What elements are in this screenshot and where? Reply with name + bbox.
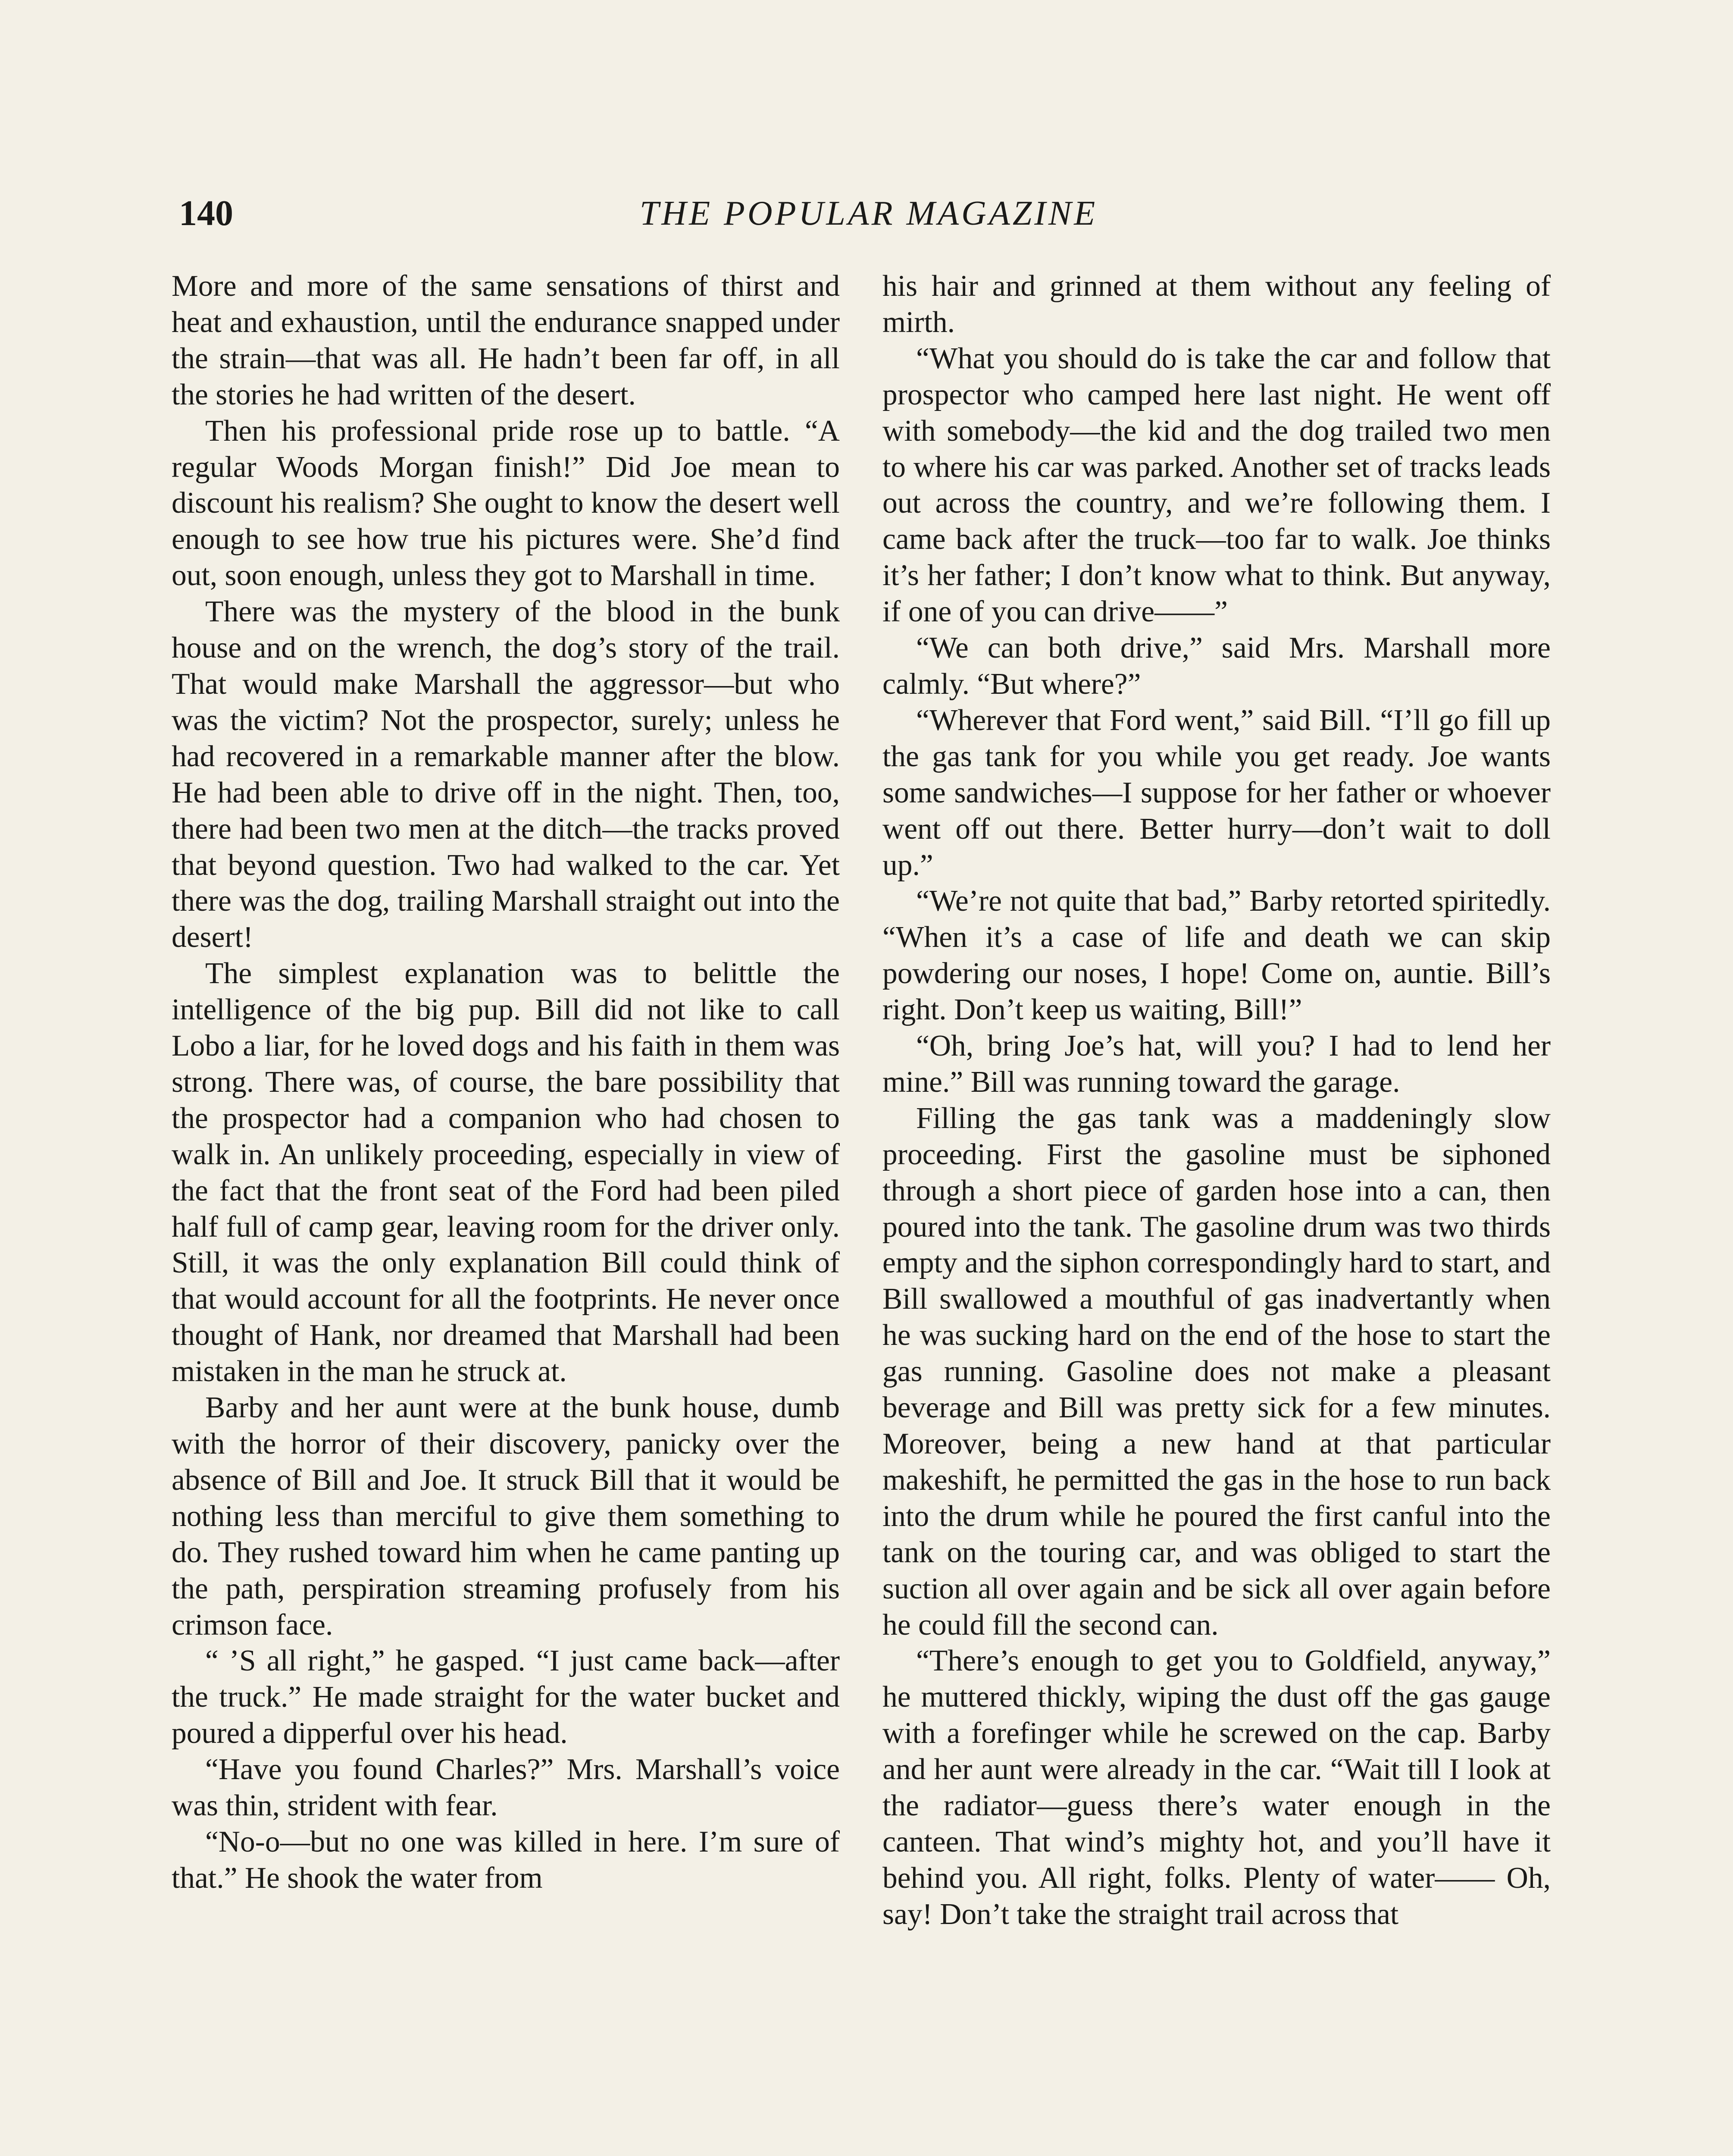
page-number: 140 (179, 193, 233, 233)
paragraph: “Wherever that Ford went,” said Bill. “I’ll go fill up the gas tank for you while you get ready. Joe wants some sandwiches—I suppose for her father or whoever went off out there. Better hurry—don’t wait to doll up.” (882, 703, 1551, 882)
paragraph: “We can both drive,” said Mrs. Marshall more calmly. “But where?” (882, 631, 1551, 701)
paragraph: There was the mystery of the blood in the bunk house and on the wrench, the dog’s story of the trail. That would make Marshall the aggressor—but who was the victim? Not the prospector, surely; unless he had recovered in a remarkable manner after the blow. He had been able to drive off in the night. Then, too, there had been two men at the ditch—the tracks proved that beyond question. Two had walked to the car. Yet there was the dog, trailing Marshall straight out into the desert! (172, 595, 840, 954)
paragraph: Barby and her aunt were at the bunk house, dumb with the horror of their discovery, panicky over the absence of Bill and Joe. It struck Bill that it would be nothing less than merciful to give them something to do. They rushed toward him when he came panting up the path, perspiration streaming profusely from his crimson face. (172, 1391, 840, 1642)
page-header (179, 185, 1558, 241)
paragraph: “What you should do is take the car and follow that prospector who camped here last night. He went off with somebody—the kid and the dog trailed two men to where his car was parked. Another set of tracks leads out across the country, and we’re following them. I came back after the truck—too far to walk. Joe thinks it’s her father; I don’t know what to think. But anyway, if one of you can drive——” (882, 342, 1551, 629)
paragraph-continuation: his hair and grinned at them without any feeling of mirth. (882, 270, 1551, 339)
paragraph: “Have you found Charles?” Mrs. Marshall’s voice was thin, strident with fear. (172, 1753, 840, 1823)
paragraph: Then his professional pride rose up to battle. “A regular Woods Morgan finish!” Did Joe mean to discount his realism? She ought to know the desert well enough to see how true his pictures were. She’d find out, soon enough, unless they got to Marshall in time. (172, 414, 840, 592)
paragraph: “No-o—but no one was killed in here. I’m sure of that.” He shook the water from (172, 1825, 840, 1895)
right-column (882, 268, 1551, 1933)
paragraph: “Oh, bring Joe’s hat, will you? I had to lend her mine.” Bill was running toward the garage. (882, 1029, 1551, 1099)
paragraph: “We’re not quite that bad,” Barby retorted spiritedly. “When it’s a case of life and death we can skip powdering our noses, I hope! Come on, auntie. Bill’s right. Don’t keep us waiting, Bill!” (882, 884, 1551, 1027)
paragraph: “ ’S all right,” he gasped. “I just came back—after the truck.” He made straight for the water bucket and poured a dipperful over his head. (172, 1644, 840, 1750)
paragraph: “There’s enough to get you to Goldfield, anyway,” he muttered thickly, wiping the dust off the gas gauge with a forefinger while he screwed on the cap. Barby and her aunt were already in the car. “Wait till I look at the radiator—guess there’s water enough in the canteen. That wind’s mighty hot, and you’ll have it behind you. All right, folks. Plenty of water—— Oh, say! Don’t take the straight trail across that (882, 1644, 1551, 1931)
paragraph: The simplest explanation was to belittle the intelligence of the big pup. Bill did not like to call Lobo a liar, for he loved dogs and his faith in them was strong. There was, of course, the bare possibility that the prospector had a companion who had chosen to walk in. An unlikely proceeding, especially in view of the fact that the front seat of the Ford had been piled half full of camp gear, leaving room for the driver only. Still, it was the only explanation Bill could think of that would account for all the footprints. He never once thought of Hank, nor dreamed that Marshall had been mistaken in the man he struck at. (172, 957, 840, 1388)
paragraph: Filling the gas tank was a maddeningly slow proceeding. First the gasoline must be siphoned through a short piece of garden hose into a can, then poured into the tank. The gasoline drum was two thirds empty and the siphon correspondingly hard to start, and Bill swallowed a mouthful of gas inadvertantly when he was sucking hard on the end of the hose to start the gas running. Gasoline does not make a pleasant beverage and Bill was pretty sick for a few minutes. Moreover, being a new hand at that particular makeshift, he permitted the gas in the hose to run back into the drum while he poured the first canful into the tank on the touring car, and was obliged to start the suction all over again and be sick all over again before he could fill the second can. (882, 1101, 1551, 1642)
running-title: THE POPULAR MAGAZINE (639, 194, 1098, 232)
left-column (172, 268, 840, 1896)
paragraph: More and more of the same sensations of thirst and heat and exhaustion, until the endurance snapped under the strain—that was all. He hadn’t been far off, in all the stories he had written of the desert. (172, 270, 840, 411)
